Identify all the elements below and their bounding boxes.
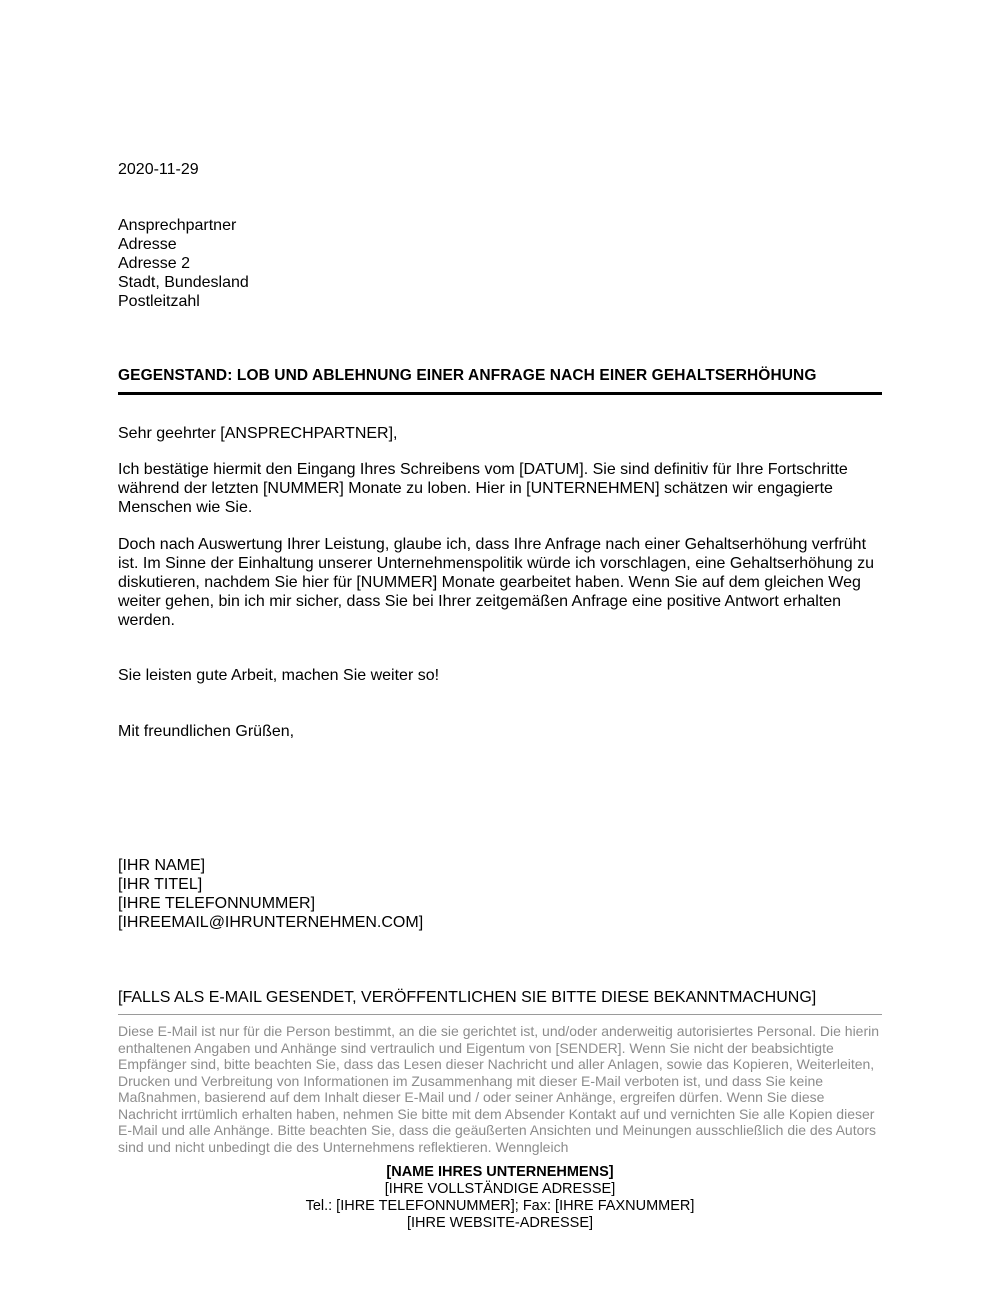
subject-divider <box>118 392 882 395</box>
email-notice-heading: [FALLS ALS E-MAIL GESENDET, VERÖFFENTLICHEN SIE BITTE DIESE BEKANNTMACHUNG] <box>118 989 817 1006</box>
email-disclaimer: Diese E-Mail ist nur für die Person bestimmt, an die sie gerichtet ist, und/oder anderweitig autorisiertes Personal. Die hierin enthaltenen Angaben und Anhänge sind vertraulich und Eigentum von [SENDER]. Wenn Sie nicht der beabsichtigte Empfänger sind, bitte beachten Sie, dass das Lesen dieser Nachricht und aller Anlagen, sowie das Kopieren, Weiterleiten, Drucken und Verbreitung von Informationen im Zusammenhang mit dieser E-Mail verboten ist, und dass Sie keine Maßnahmen, basierend auf dem Inhalt dieser E-Mail und / oder seiner Anhänge, ergreifen dürfen. Wenn Sie diese Nachricht irrtümlich erhalten haben, nehmen Sie bitte mit dem Absender Kontakt auf und vernichten Sie alle Kopien dieser E-Mail und alle Anhänge. Bitte beachten Sie, dass die geäußerten Ansichten und Meinungen ausschließlich die des Autors sind und nicht unbedingt die des Unternehmens reflektieren. Wenngleich <box>118 1023 880 1155</box>
recipient-city-state: Stadt, Bundesland <box>118 274 249 291</box>
body-paragraph-3: Sie leisten gute Arbeit, machen Sie weiter so! <box>118 667 440 684</box>
body-paragraph-1: Ich bestätige hiermit den Eingang Ihres Schreibens vom [DATUM]. Sie sind definitiv für Ihre Fortschritte während der letzten [NUMMER] Monate zu loben. Hier in [UNTERNEHMEN] schätzen wir engagierte Menschen wie Sie. <box>118 461 848 516</box>
recipient-address <box>118 216 249 311</box>
signature-phone: [IHRE TELEFONNUMMER] <box>118 895 316 912</box>
company-footer <box>0 1164 1000 1232</box>
footer-address: [IHRE VOLLSTÄNDIGE ADRESSE] <box>384 1181 616 1197</box>
salutation: Sehr geehrter [ANSPRECHPARTNER], <box>118 425 398 442</box>
footer-company-name: [NAME IHRES UNTERNEHMENS] <box>386 1164 614 1180</box>
signature-block <box>118 856 423 932</box>
closing: Mit freundlichen Grüßen, <box>118 723 295 740</box>
letter-date: 2020-11-29 <box>118 161 199 178</box>
recipient-postal-code: Postleitzahl <box>118 293 200 310</box>
recipient-address-line2: Adresse 2 <box>118 255 191 272</box>
signature-email: [IHREEMAIL@IHRUNTERNEHMEN.COM] <box>118 914 424 931</box>
body-paragraph-2: Doch nach Auswertung Ihrer Leistung, glaube ich, dass Ihre Anfrage nach einer Gehaltserhöhung verfrüht ist. Im Sinne der Einhaltung unserer Unternehmenspolitik würde ich vorschlagen, eine Gehaltserhöhung zu diskutieren, nachdem Sie hier für [NUMMER] Monate gearbeitet haben. Wenn Sie auf dem gleichen Weg weiter gehen, bin ich mir sicher, dass Sie bei Ihrer zeitgemäßen Anfrage eine positive Antwort erhalten werden. <box>118 536 874 629</box>
notice-divider <box>118 1014 882 1015</box>
recipient-address-line1: Adresse <box>118 236 177 253</box>
recipient-contact: Ansprechpartner <box>118 217 237 234</box>
footer-website: [IHRE WEBSITE-ADRESSE] <box>406 1215 594 1231</box>
footer-contact: Tel.: [IHRE TELEFONNUMMER]; Fax: [IHRE FAXNUMMER] <box>305 1198 695 1214</box>
signature-title: [IHR TITEL] <box>118 876 203 893</box>
subject-line: GEGENSTAND: LOB UND ABLEHNUNG EINER ANFRAGE NACH EINER GEHALTSERHÖHUNG <box>118 367 817 384</box>
signature-name: [IHR NAME] <box>118 857 206 874</box>
